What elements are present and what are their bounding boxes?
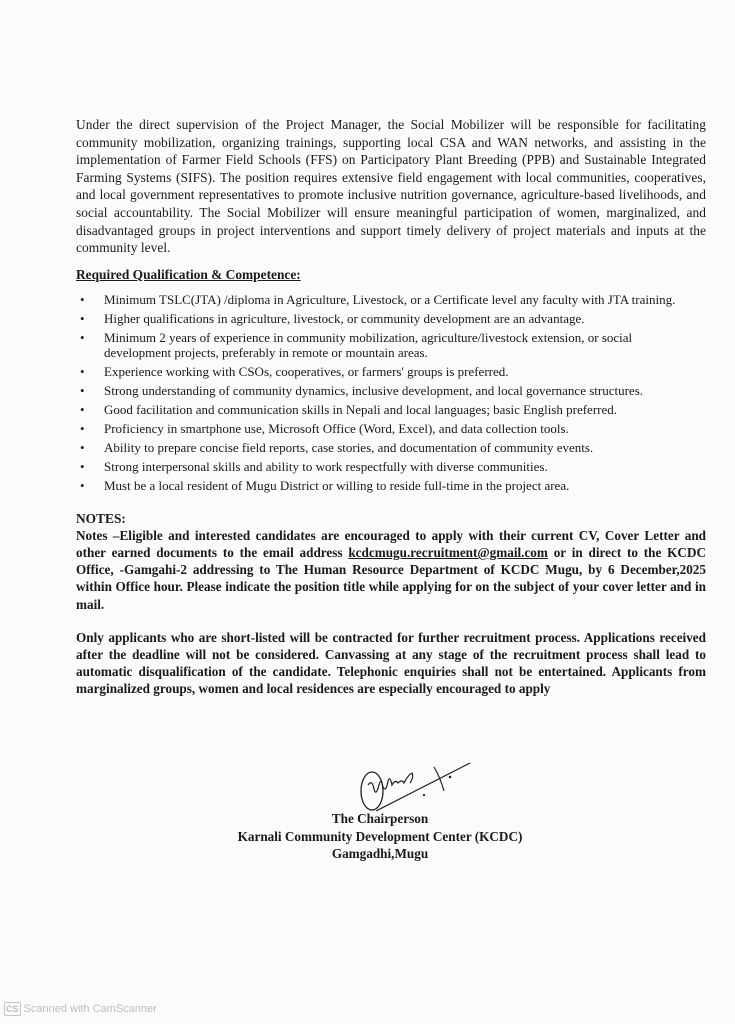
qualifications-heading: Required Qualification & Competence: (76, 266, 301, 282)
notes-title: NOTES: (76, 510, 126, 526)
list-item: • Higher qualifications in agriculture, livestock, or community development are an advantage. (104, 311, 706, 327)
list-item: • Strong interpersonal skills and ability to work respectfully with diverse communities. (104, 459, 706, 475)
notes-paragraph (76, 527, 706, 613)
list-item: • Minimum TSLC(JTA) /diploma in Agriculture, Livestock, or a Certificate level any faculty with JTA training. (104, 292, 706, 308)
intro-paragraph: Under the direct supervision of the Project Manager, the Social Mobilizer will be responsible for facilitating community mobilization, organizing trainings, supporting local CSA and WAN networks, and assisting in the implementation of Farmer Field Schools (FFS) on Participatory Plant Breeding (PPB) and Sustainable Integrated Farming Systems (SIFS). The position requires extensive field engagement with local communities, cooperatives, and local government representatives to promote inclusive nutrition governance, agriculture-based livelihoods, and social accountability. The Social Mobilizer will ensure meaningful participation of women, marginalized, and disadvantaged groups in project interventions and support timely delivery of project materials and inputs at the community level. (76, 117, 706, 256)
list-item: • Strong understanding of community dynamics, inclusive development, and local governance structures. (104, 383, 706, 399)
signature-icon (350, 755, 480, 815)
notes-text-1: Notes –Eligible and interested candidates are encouraged to apply with their current CV, Cover Letter and other earned documents to the email address (76, 527, 706, 560)
signatory-organization: Karnali Community Development Center (KCDC) (237, 828, 523, 844)
qualifications-list (76, 292, 706, 494)
signature-block (200, 810, 560, 863)
list-item: • Must be a local resident of Mugu District or willing to reside full-time in the project area. (104, 478, 706, 494)
notes-text-2: or in direct to the KCDC Office, -Gamgahi-2 addressing to The Human Resource Department of KCDC Mugu, by 6 December,2025 within Office hour. Please indicate the position title while applying for on the subject of your cover letter and in mail. (76, 545, 706, 612)
scanner-watermark (4, 1002, 157, 1016)
watermark-text: Scanned with CamScanner (23, 1003, 157, 1015)
list-item: • Ability to prepare concise field reports, case stories, and documentation of community events. (104, 440, 706, 456)
signatory-location: Gamgadhi,Mugu (331, 846, 429, 862)
list-item: • Minimum 2 years of experience in community mobilization, agriculture/livestock extension, or social development projects, preferably in remote or mountain areas. (104, 330, 706, 361)
list-item: • Experience working with CSOs, cooperatives, or farmers' groups is preferred. (104, 364, 706, 380)
signatory-title: The Chairperson (331, 811, 429, 826)
document-page (76, 116, 706, 698)
list-item: • Good facilitation and communication skills in Nepali and local languages; basic English preferred. (104, 402, 706, 418)
list-item: • Proficiency in smartphone use, Microsoft Office (Word, Excel), and data collection tools. (104, 421, 706, 437)
camscanner-logo-icon: CS (6, 1004, 19, 1014)
closing-paragraph: Only applicants who are short-listed will be contracted for further recruitment process. Applications received after the deadline will not be considered. Canvassing at any stage of the recruitment process shall lead to automatic disqualification of the candidate. Telephonic enquiries shall not be entertained. Applicants from marginalized groups, women and local residences are especially encouraged to apply (76, 629, 706, 697)
email-link[interactable]: kcdcmugu.recruitment@gmail.com (348, 545, 548, 560)
